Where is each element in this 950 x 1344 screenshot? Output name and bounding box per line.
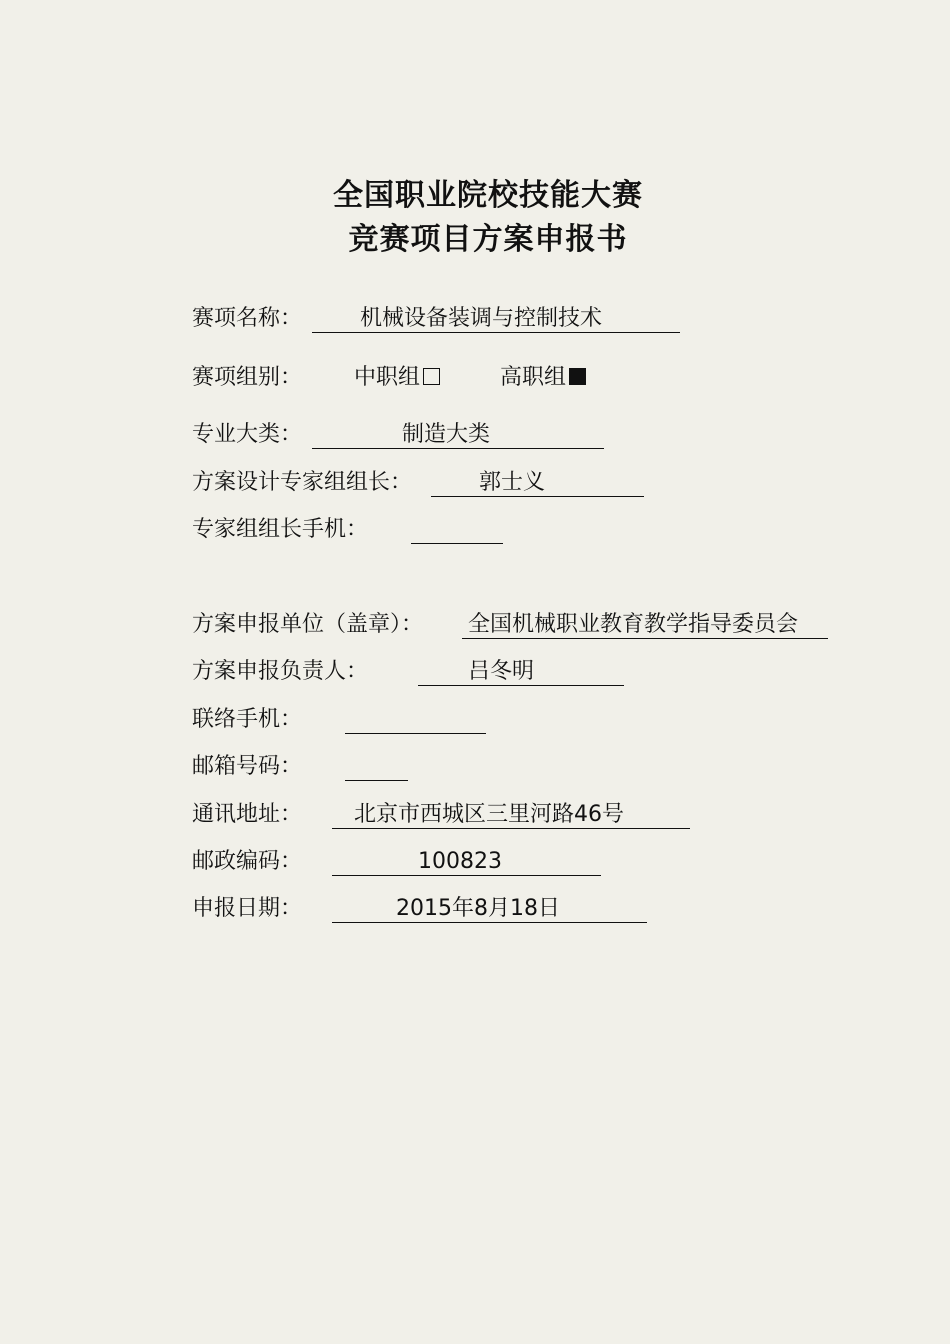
contact-phone-label: 联络手机： [192, 707, 303, 732]
unit-label: 方案申报单位（盖章）： [192, 612, 424, 637]
document-title-line2: 竞赛项目方案申报书 [348, 222, 628, 257]
email-field[interactable] [345, 750, 408, 781]
date-field[interactable] [332, 892, 647, 923]
contact-phone-field[interactable] [345, 703, 486, 734]
expert-leader-value: 郭士义 [479, 470, 546, 495]
postcode-label: 邮政编码： [192, 849, 303, 874]
address-label: 通讯地址： [192, 802, 303, 827]
higher-group-label: 高职组 [500, 365, 567, 390]
secondary-group-label: 中职组 [354, 365, 421, 390]
secondary-group-option[interactable] [354, 361, 440, 395]
unit-value: 全国机械职业教育教学指导委员会 [468, 612, 799, 637]
postcode-value: 100823 [418, 849, 502, 874]
responsible-value: 吕冬明 [468, 659, 535, 684]
event-name-field[interactable] [312, 302, 680, 333]
responsible-label: 方案申报负责人： [192, 659, 369, 684]
email-label: 邮箱号码： [192, 754, 303, 779]
higher-group-checkbox-icon[interactable] [569, 368, 586, 385]
secondary-group-checkbox-icon[interactable] [423, 368, 440, 385]
leader-phone-label: 专家组组长手机： [192, 517, 369, 542]
address-field[interactable] [332, 798, 690, 829]
expert-leader-field[interactable] [431, 466, 644, 497]
postcode-field[interactable] [332, 845, 601, 876]
document-title-line1: 全国职业院校技能大赛 [333, 178, 643, 213]
date-value: 2015年8月18日 [396, 896, 560, 921]
event-name-label: 赛项名称： [192, 306, 303, 331]
date-label: 申报日期： [192, 896, 303, 921]
unit-field[interactable] [462, 608, 828, 639]
leader-phone-field[interactable] [411, 513, 503, 544]
major-field[interactable] [312, 418, 604, 449]
responsible-field[interactable] [418, 655, 624, 686]
event-group-label: 赛项组别： [192, 365, 303, 390]
event-name-value: 机械设备装调与控制技术 [360, 306, 603, 331]
expert-leader-label: 方案设计专家组组长： [192, 470, 413, 495]
major-label: 专业大类： [192, 422, 303, 447]
major-value: 制造大类 [402, 422, 491, 447]
address-value: 北京市西城区三里河路46号 [354, 802, 624, 827]
higher-group-option[interactable] [500, 361, 586, 395]
